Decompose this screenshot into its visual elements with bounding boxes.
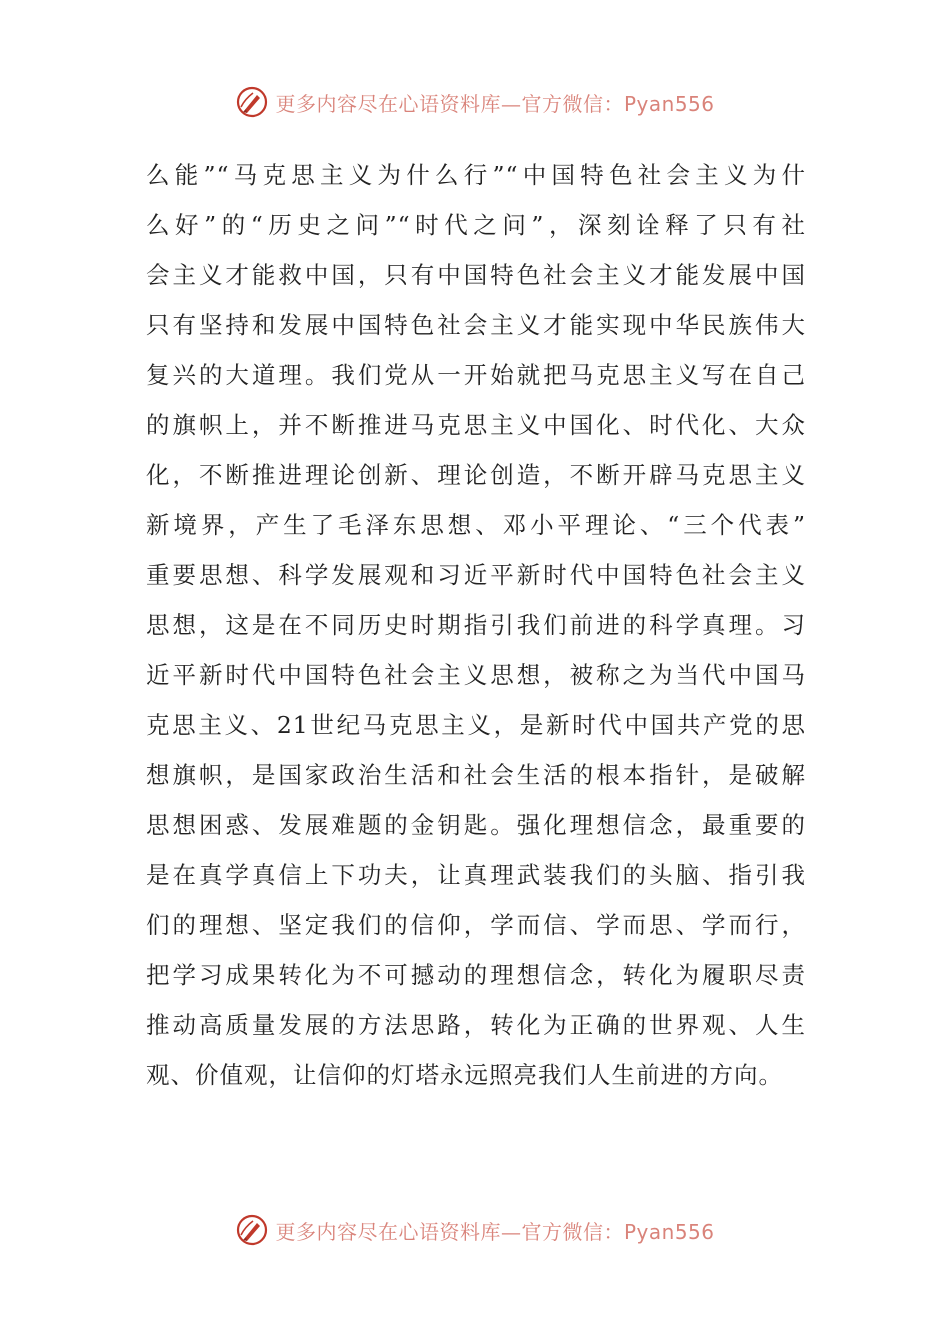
body-line: 么能”“马克思主义为什么行”“中国特色社会主义为什 bbox=[146, 161, 806, 189]
body-line: 观、价值观，让信仰的灯塔永远照亮我们人生前进的方向。 bbox=[146, 1061, 783, 1089]
pen-nib-logo-icon bbox=[235, 1213, 269, 1247]
header-banner-main: 更多内容尽在心语资料库—官方微信： bbox=[275, 91, 624, 116]
body-line: 把学习成果转化为不可撼动的理想信念，转化为履职尽责 bbox=[146, 961, 806, 989]
body-line: 复兴的大道理。我们党从一开始就把马克思主义写在自己 bbox=[146, 361, 806, 389]
body-line: 新境界，产生了毛泽东思想、邓小平理论、“三个代表” bbox=[146, 511, 806, 539]
body-line: 克思主义、21世纪马克思主义，是新时代中国共产党的思 bbox=[146, 711, 806, 739]
article-body bbox=[146, 150, 806, 1100]
body-line: 么好”的“历史之问”“时代之问”，深刻诠释了只有社 bbox=[146, 211, 806, 239]
header-banner bbox=[0, 82, 950, 122]
footer-banner-main: 更多内容尽在心语资料库—官方微信： bbox=[275, 1219, 624, 1244]
body-line: 化，不断推进理论创新、理论创造，不断开辟马克思主义 bbox=[146, 461, 806, 489]
body-line: 推动高质量发展的方法思路，转化为正确的世界观、人生 bbox=[146, 1011, 806, 1039]
header-banner-text bbox=[275, 88, 714, 117]
body-line: 重要思想、科学发展观和习近平新时代中国特色社会主义 bbox=[146, 561, 806, 589]
header-wechat-id: Pyan556 bbox=[623, 91, 715, 116]
body-line: 的旗帜上，并不断推进马克思主义中国化、时代化、大众 bbox=[146, 411, 806, 439]
body-line: 是在真学真信上下功夫，让真理武装我们的头脑、指引我 bbox=[146, 861, 806, 889]
body-line: 想旗帜，是国家政治生活和社会生活的根本指针，是破解 bbox=[146, 761, 806, 789]
body-line: 思想困惑、发展难题的金钥匙。强化理想信念，最重要的 bbox=[146, 811, 806, 839]
body-line: 会主义才能救中国，只有中国特色社会主义才能发展中国 bbox=[146, 261, 806, 289]
body-line: 只有坚持和发展中国特色社会主义才能实现中华民族伟大 bbox=[146, 311, 806, 339]
footer-wechat-id: Pyan556 bbox=[623, 1219, 715, 1244]
body-line: 近平新时代中国特色社会主义思想，被称之为当代中国马 bbox=[146, 661, 806, 689]
body-line: 们的理想、坚定我们的信仰，学而信、学而思、学而行， bbox=[146, 911, 806, 939]
footer-banner bbox=[0, 1210, 950, 1250]
pen-nib-logo-icon bbox=[235, 85, 269, 119]
footer-banner-text bbox=[275, 1216, 714, 1245]
body-line: 思想，这是在不同历史时期指引我们前进的科学真理。习 bbox=[146, 611, 806, 639]
